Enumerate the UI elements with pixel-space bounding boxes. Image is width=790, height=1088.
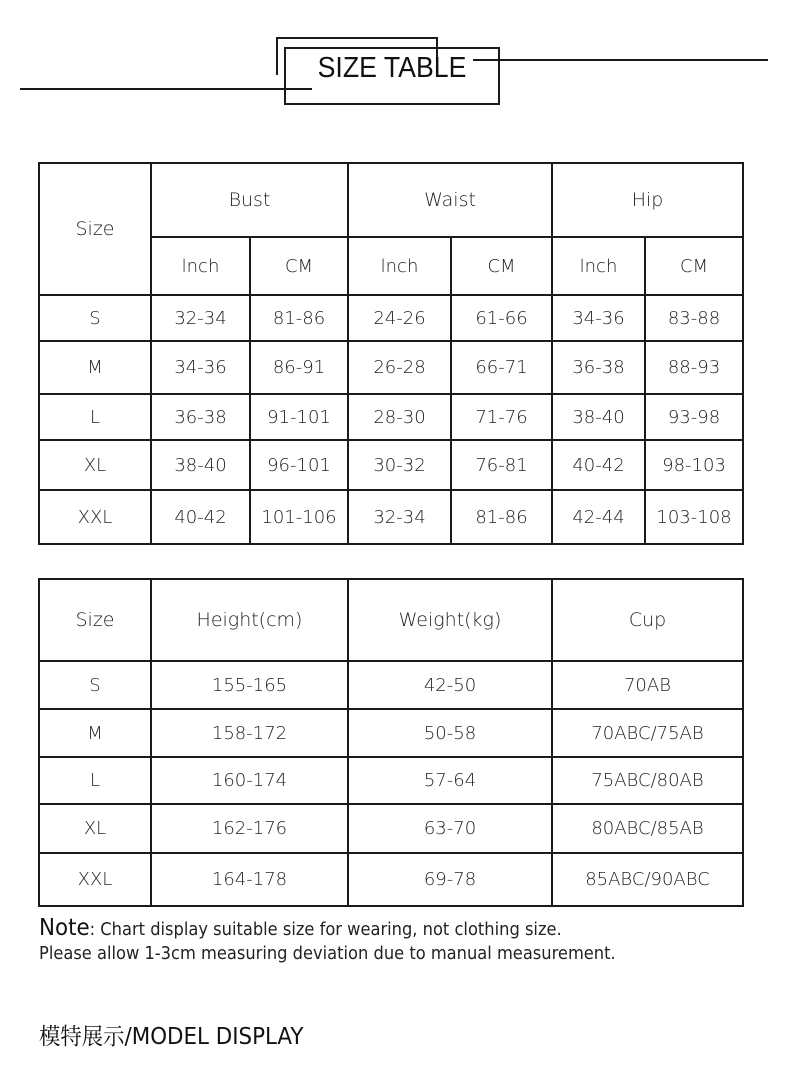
size-cell: M bbox=[39, 341, 151, 394]
value-cell: 28-30 bbox=[348, 394, 451, 440]
value-cell: 70AB bbox=[552, 661, 743, 709]
value-cell: 36-38 bbox=[552, 341, 645, 394]
size-cell: M bbox=[39, 709, 151, 757]
value-cell: 98-103 bbox=[645, 440, 743, 490]
size-cell: S bbox=[39, 661, 151, 709]
value-cell: 103-108 bbox=[645, 490, 743, 544]
table-row bbox=[39, 490, 743, 544]
value-cell: 24-26 bbox=[348, 295, 451, 341]
value-cell: 70ABC/75AB bbox=[552, 709, 743, 757]
note bbox=[39, 916, 616, 966]
value-cell: 69-78 bbox=[348, 853, 552, 906]
size-header: Size bbox=[39, 163, 151, 295]
value-cell: 158-172 bbox=[151, 709, 348, 757]
table-row bbox=[39, 295, 743, 341]
value-cell: 160-174 bbox=[151, 757, 348, 804]
value-cell: 26-28 bbox=[348, 341, 451, 394]
value-cell: 76-81 bbox=[451, 440, 552, 490]
value-cell: 34-36 bbox=[151, 341, 250, 394]
value-cell: 50-58 bbox=[348, 709, 552, 757]
measurements-table bbox=[38, 162, 744, 545]
unit-header-hip-inch: lnch bbox=[552, 237, 645, 295]
group-header-bust: Bust bbox=[151, 163, 348, 237]
value-cell: 75ABC/80AB bbox=[552, 757, 743, 804]
section-heading-model-display: 模特展示/MODEL DISPLAY bbox=[39, 1024, 304, 1050]
note-line-2: Please allow 1-3cm measuring deviation due to manual measurement. bbox=[39, 944, 616, 964]
size-cell: S bbox=[39, 295, 151, 341]
value-cell: 86-91 bbox=[250, 341, 348, 394]
value-cell: 42-50 bbox=[348, 661, 552, 709]
size-cell: L bbox=[39, 757, 151, 804]
value-cell: 36-38 bbox=[151, 394, 250, 440]
unit-header-bust-inch: lnch bbox=[151, 237, 250, 295]
unit-header-waist-cm: CM bbox=[451, 237, 552, 295]
size-cell: XL bbox=[39, 440, 151, 490]
note-line-1: : Chart display suitable size for wearing, not clothing size. bbox=[89, 920, 562, 940]
unit-header-waist-inch: lnch bbox=[348, 237, 451, 295]
value-cell: 38-40 bbox=[552, 394, 645, 440]
value-cell: 162-176 bbox=[151, 804, 348, 853]
value-cell: 81-86 bbox=[250, 295, 348, 341]
table-row bbox=[39, 709, 743, 757]
value-cell: 38-40 bbox=[151, 440, 250, 490]
value-cell: 42-44 bbox=[552, 490, 645, 544]
value-cell: 40-42 bbox=[552, 440, 645, 490]
value-cell: 80ABC/85AB bbox=[552, 804, 743, 853]
value-cell: 155-165 bbox=[151, 661, 348, 709]
size-cell: XXL bbox=[39, 853, 151, 906]
value-cell: 88-93 bbox=[645, 341, 743, 394]
title-decor-line-left bbox=[20, 88, 312, 90]
value-cell: 101-106 bbox=[250, 490, 348, 544]
value-cell: 81-86 bbox=[451, 490, 552, 544]
value-cell: 164-178 bbox=[151, 853, 348, 906]
value-cell: 32-34 bbox=[348, 490, 451, 544]
value-cell: 93-98 bbox=[645, 394, 743, 440]
header-weight: Weight(kg) bbox=[348, 579, 552, 661]
table-row bbox=[39, 804, 743, 853]
note-lead: Note bbox=[39, 915, 90, 941]
value-cell: 34-36 bbox=[552, 295, 645, 341]
value-cell: 96-101 bbox=[250, 440, 348, 490]
table-row bbox=[39, 853, 743, 906]
value-cell: 91-101 bbox=[250, 394, 348, 440]
header-size: Size bbox=[39, 579, 151, 661]
size-cell: XXL bbox=[39, 490, 151, 544]
header-cup: Cup bbox=[552, 579, 743, 661]
unit-header-bust-cm: CM bbox=[250, 237, 348, 295]
value-cell: 32-34 bbox=[151, 295, 250, 341]
size-cell: L bbox=[39, 394, 151, 440]
table-row bbox=[39, 341, 743, 394]
value-cell: 66-71 bbox=[451, 341, 552, 394]
value-cell: 85ABC/90ABC bbox=[552, 853, 743, 906]
value-cell: 71-76 bbox=[451, 394, 552, 440]
value-cell: 30-32 bbox=[348, 440, 451, 490]
table-row bbox=[39, 757, 743, 804]
value-cell: 40-42 bbox=[151, 490, 250, 544]
value-cell: 57-64 bbox=[348, 757, 552, 804]
value-cell: 63-70 bbox=[348, 804, 552, 853]
group-header-hip: Hip bbox=[552, 163, 743, 237]
fit-table bbox=[38, 578, 744, 907]
value-cell: 83-88 bbox=[645, 295, 743, 341]
group-header-waist: Waist bbox=[348, 163, 552, 237]
size-cell: XL bbox=[39, 804, 151, 853]
header-height: Height(cm) bbox=[151, 579, 348, 661]
title-decor-line-right bbox=[473, 59, 768, 61]
table-row bbox=[39, 440, 743, 490]
table-row bbox=[39, 394, 743, 440]
table-row bbox=[39, 661, 743, 709]
page-title: SIZE TABLE bbox=[317, 52, 467, 84]
unit-header-hip-cm: CM bbox=[645, 237, 743, 295]
value-cell: 61-66 bbox=[451, 295, 552, 341]
